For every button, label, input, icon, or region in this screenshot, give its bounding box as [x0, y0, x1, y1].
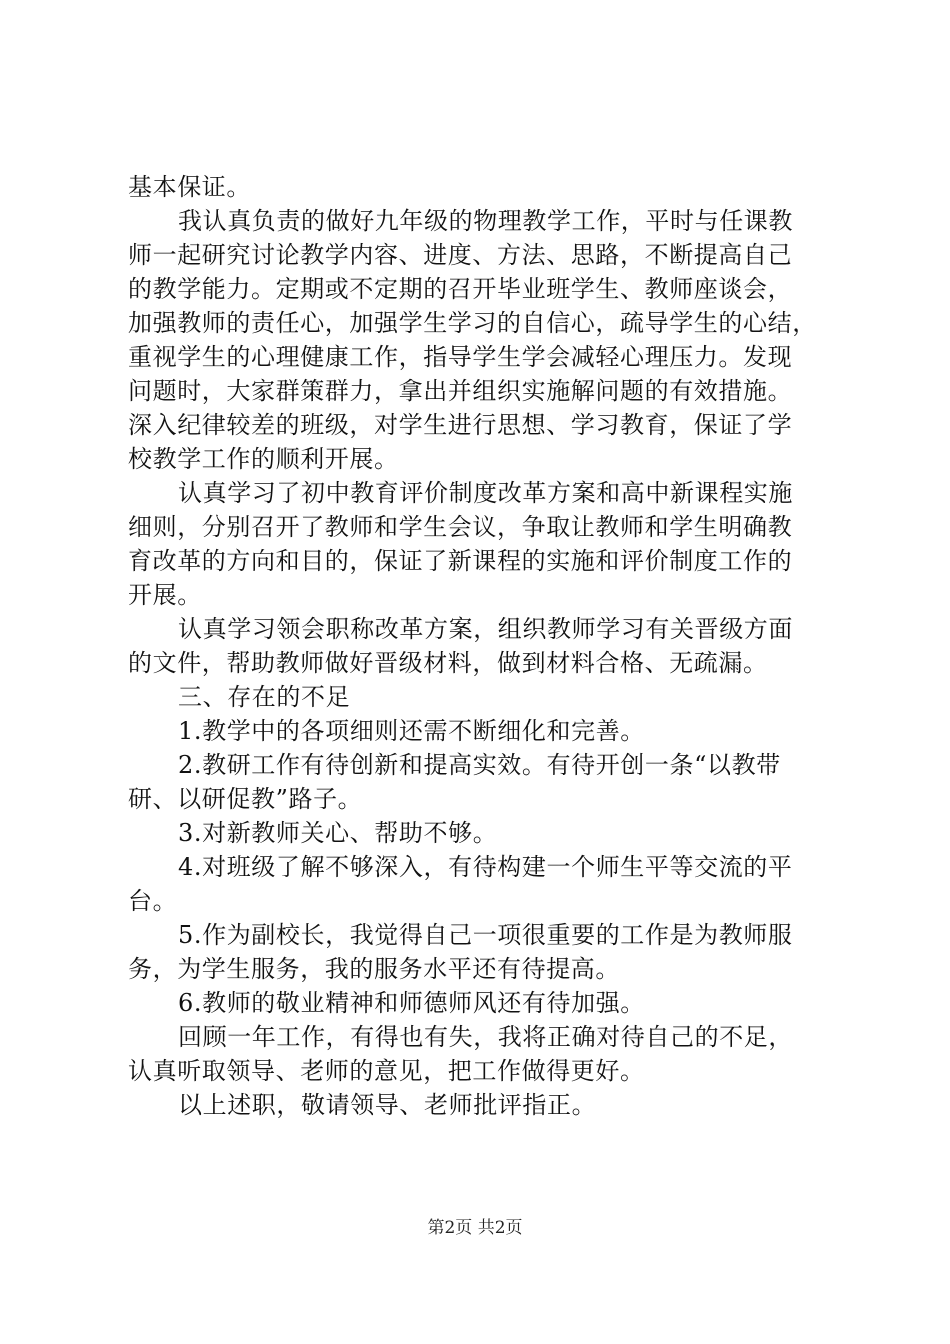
text-line: 台。	[128, 887, 178, 915]
list-item: 6.教师的敬业精神和师德师风还有待加强。	[178, 989, 645, 1017]
text-line: 基本保证。	[128, 173, 251, 201]
text-line: 校教学工作的顺利开展。	[128, 445, 399, 473]
section-heading: 三、存在的不足	[178, 683, 351, 711]
text-line: 的教学能力。定期或不定期的召开毕业班学生、教师座谈会，	[128, 275, 793, 303]
text-line: 我认真负责的做好九年级的物理教学工作，平时与任课教	[178, 207, 793, 235]
text-line: 深入纪律较差的班级，对学生进行思想、学习教育，保证了学	[128, 411, 793, 439]
text-line: 问题时，大家群策群力，拿出并组织实施解问题的有效措施。	[128, 377, 793, 405]
text-line: 的文件，帮助教师做好晋级材料，做到材料合格、无疏漏。	[128, 649, 768, 677]
list-item: 4.对班级了解不够深入，有待构建一个师生平等交流的平	[178, 853, 793, 881]
text-line: 认真学习领会职称改革方案，组织教师学习有关晋级方面	[178, 615, 793, 643]
text-line: 育改革的方向和目的，保证了新课程的实施和评价制度工作的	[128, 547, 793, 575]
text-line: 开展。	[128, 581, 202, 609]
list-item: 3.对新教师关心、帮助不够。	[178, 819, 498, 847]
closing-line: 以上述职，敬请领导、老师批评指正。	[178, 1091, 597, 1119]
list-item: 2.教研工作有待创新和提高实效。有待开创一条“以教带	[178, 751, 781, 779]
text-line: 加强教师的责任心，加强学生学习的自信心，疏导学生的心结，	[128, 309, 817, 337]
page-number-footer: 第2页 共2页	[427, 1218, 523, 1238]
text-line: 认真听取领导、老师的意见，把工作做得更好。	[128, 1057, 645, 1085]
list-item: 1.教学中的各项细则还需不断细化和完善。	[178, 717, 645, 745]
text-line: 认真学习了初中教育评价制度改革方案和高中新课程实施	[178, 479, 793, 507]
text-line: 师一起研究讨论教学内容、进度、方法、思路，不断提高自己	[128, 241, 793, 269]
list-item: 5.作为副校长，我觉得自己一项很重要的工作是为教师服	[178, 921, 793, 949]
text-line: 务，为学生服务，我的服务水平还有待提高。	[128, 955, 620, 983]
text-line: 细则，分别召开了教师和学生会议，争取让教师和学生明确教	[128, 513, 793, 541]
text-line: 研、以研促教”路子。	[128, 785, 363, 813]
document-body	[128, 170, 828, 1122]
text-line: 回顾一年工作，有得也有失，我将正确对待自己的不足，	[178, 1023, 793, 1051]
text-line: 重视学生的心理健康工作，指导学生学会减轻心理压力。发现	[128, 343, 793, 371]
